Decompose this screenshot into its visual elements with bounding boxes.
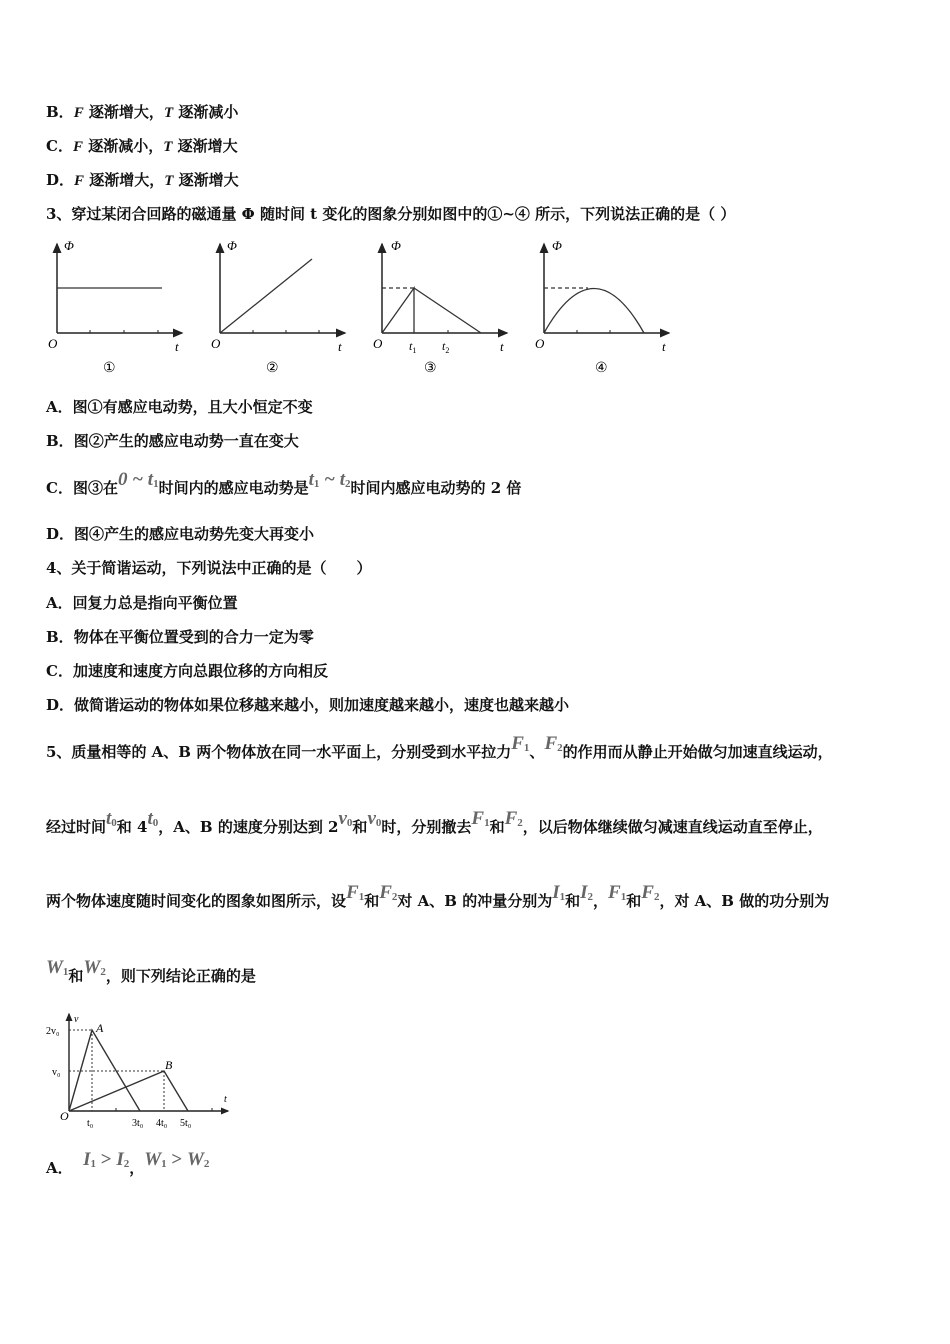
svg-text:O: O bbox=[60, 1109, 69, 1123]
svg-text:B: B bbox=[165, 1058, 173, 1072]
math-range-2: $t_1$ ~ $t_2$ bbox=[308, 469, 351, 490]
svg-text:t: t bbox=[500, 339, 504, 354]
q2-option-b: B．F 逐渐增大，T 逐渐减小 bbox=[46, 103, 239, 121]
math-range-1: 0 ~ $t_1$ bbox=[117, 469, 159, 490]
q5-line-2: 经过时间$t_0$和 $4t_0$，A、B 的速度分别达到 $2v_0$和$v_0$时，分别撤去$F_1$和$F_2$，以后物体继续做匀减速直线运动直至停止， bbox=[46, 808, 823, 836]
q3-stem: 3、穿过某闭合回路的磁通量 Φ 随时间 t 变化的图象分别如图中的①~④ 所示，下列说法正确的是（ ） bbox=[46, 205, 736, 223]
svg-text:t₀: t₀ bbox=[87, 1118, 94, 1129]
svg-text:t1: $t_1$ bbox=[409, 339, 417, 355]
q3-flux-graphs bbox=[40, 232, 680, 377]
q3-option-c: C．图③在0 ~ $t_1$时间内的感应电动势是$t_1$ ~ $t_2$时间内感应电动势的 2 倍 bbox=[46, 469, 522, 497]
q5-line-1: 5、质量相等的 A、B 两个物体放在同一水平面上，分别受到水平拉力$F_1$、$F_2$的作用而从静止开始做匀加速直线运动， bbox=[46, 733, 833, 761]
graph-1 bbox=[48, 238, 182, 376]
svg-text:Φ: Φ bbox=[391, 238, 401, 253]
graph-2 bbox=[211, 238, 345, 376]
svg-text:t2: $t_2$ bbox=[442, 339, 450, 355]
svg-text:Φ: Φ bbox=[552, 238, 562, 253]
q4-option-b: B．物体在平衡位置受到的合力一定为零 bbox=[46, 628, 314, 646]
svg-text:④: ④ bbox=[595, 361, 608, 376]
q2-option-c: C．F 逐渐减小，T 逐渐增大 bbox=[46, 137, 238, 155]
q3-option-a: A．图①有感应电动势，且大小恒定不变 bbox=[46, 398, 313, 416]
svg-text:t: t bbox=[224, 1094, 227, 1105]
q5-line-4: $W_1$和$W_2$，则下列结论正确的是 bbox=[46, 957, 256, 985]
svg-text:Φ: Φ bbox=[227, 238, 237, 253]
svg-text:5t₀: 5t₀ bbox=[180, 1118, 192, 1129]
svg-text:O: O bbox=[211, 336, 221, 351]
option-letter: D． bbox=[46, 171, 75, 189]
svg-text:Φ: Φ bbox=[64, 238, 74, 253]
svg-text:O: O bbox=[48, 336, 58, 351]
svg-text:O: O bbox=[373, 336, 383, 351]
q5-velocity-graph bbox=[44, 1008, 234, 1133]
svg-text:①: ① bbox=[103, 361, 116, 376]
q4-option-d: D．做简谐运动的物体如果位移越来越小，则加速度越来越小，速度也越来越小 bbox=[46, 696, 570, 714]
svg-text:A: A bbox=[96, 1021, 104, 1035]
svg-text:t: t bbox=[662, 339, 666, 354]
svg-text:v₀: v₀ bbox=[52, 1067, 61, 1078]
q3-option-d: D．图④产生的感应电动势先变大再变小 bbox=[46, 525, 315, 543]
svg-text:t: t bbox=[338, 339, 342, 354]
option-letter: C． bbox=[46, 137, 73, 155]
svg-text:v: v bbox=[74, 1014, 79, 1025]
option-letter: B． bbox=[46, 103, 74, 121]
svg-text:3t₀: 3t₀ bbox=[132, 1118, 144, 1129]
q4-stem: 4、关于简谐运动，下列说法中正确的是（ ） bbox=[46, 559, 372, 577]
svg-text:O: O bbox=[535, 336, 545, 351]
q5-line-3: 两个物体速度随时间变化的图象如图所示，设$F_1$和$F_2$对 A、B 的冲量分别为$I_1$和$I_2$，$F_1$和$F_2$，对 A、B 做的功分别为 bbox=[46, 882, 830, 910]
graph-4 bbox=[535, 238, 669, 376]
q3-option-b: B．图②产生的感应电动势一直在变大 bbox=[46, 432, 299, 450]
graph-3 bbox=[373, 238, 507, 376]
svg-text:③: ③ bbox=[424, 361, 437, 376]
svg-text:t: t bbox=[175, 339, 179, 354]
svg-text:②: ② bbox=[266, 361, 279, 376]
svg-text:4t₀: 4t₀ bbox=[156, 1118, 168, 1129]
q2-option-d: D．F 逐渐增大，T 逐渐增大 bbox=[46, 171, 239, 189]
q4-option-c: C．加速度和速度方向总跟位移的方向相反 bbox=[46, 662, 328, 680]
svg-text:2v₀: 2v₀ bbox=[46, 1026, 60, 1037]
q4-option-a: A．回复力总是指向平衡位置 bbox=[46, 594, 238, 612]
q5-option-a: A． $I_1 > I_2$，$W_1 > W_2$ bbox=[46, 1149, 210, 1177]
